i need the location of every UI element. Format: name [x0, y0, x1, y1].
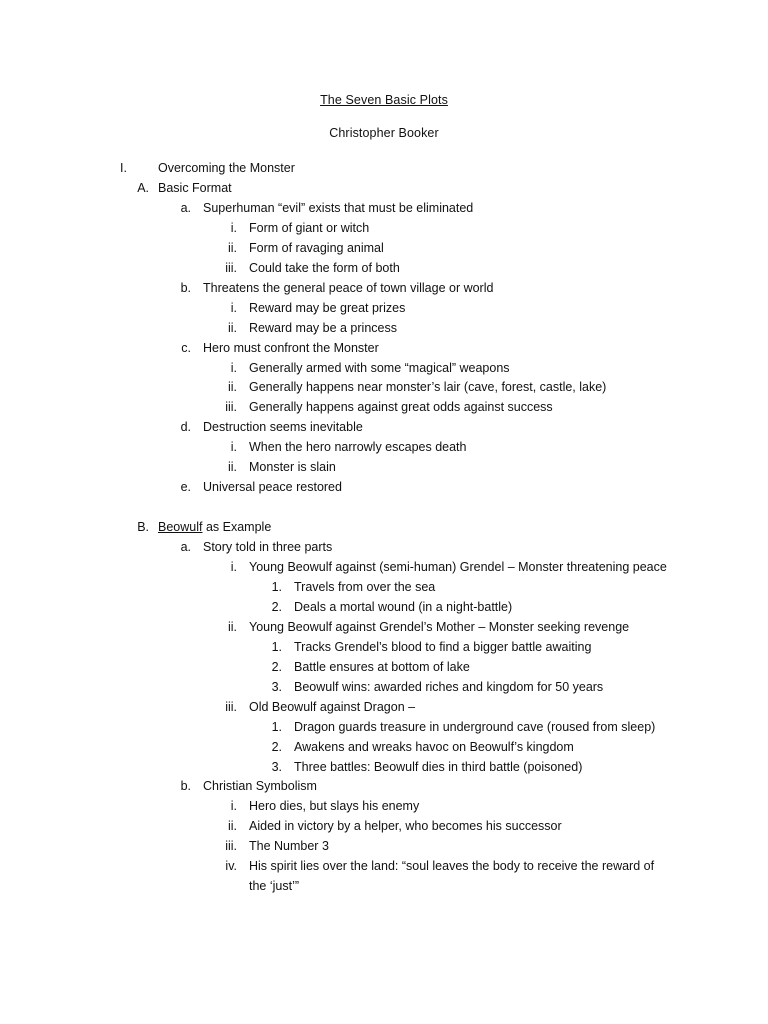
outline-item — [0, 836, 768, 856]
outline-item — [0, 697, 768, 717]
outline-text: Young Beowulf against (semi-human) Grendel – Monster threatening peace — [249, 560, 667, 574]
outline-text: Travels from over the sea — [294, 579, 436, 594]
outline-text: Story told in three parts — [203, 540, 333, 555]
document-author: Christopher Booker — [329, 126, 439, 140]
outline-marker: b. — [180, 280, 191, 295]
outline-marker: 1. — [271, 719, 282, 734]
outline-text: Destruction seems inevitable — [203, 420, 363, 435]
outline-marker: i. — [230, 440, 237, 455]
outline-item — [0, 238, 768, 258]
outline-text: Form of giant or witch — [249, 220, 370, 235]
outline-marker: 1. — [271, 639, 282, 654]
outline-item — [0, 298, 768, 318]
outline-text: Awakens and wreaks havoc on Beowulf’s kingdom — [294, 739, 574, 754]
outline-item — [0, 856, 768, 876]
outline-item — [0, 637, 768, 657]
outline-marker: 2. — [271, 659, 282, 674]
outline-text: Hero dies, but slays his enemy — [249, 799, 420, 814]
outline-item — [0, 218, 768, 238]
outline-marker: d. — [180, 420, 191, 435]
outline-marker: 2. — [271, 599, 282, 614]
outline-item — [0, 557, 768, 577]
outline-text: Young Beowulf against Grendel’s Mother – Monster seeking revenge — [249, 619, 630, 634]
outline-text: Old Beowulf against Dragon – — [249, 699, 416, 714]
outline-item — [0, 377, 768, 397]
outline-item — [0, 338, 768, 358]
outline-marker: 3. — [271, 679, 282, 694]
outline-text: Generally armed with some “magical” weapons — [249, 360, 510, 375]
outline-item — [0, 876, 768, 896]
outline-marker: i. — [230, 799, 237, 814]
outline-item — [0, 677, 768, 697]
outline-text: Deals a mortal wound (in a night-battle) — [294, 599, 513, 614]
outline-text — [158, 517, 271, 537]
outline-marker: ii. — [227, 460, 237, 475]
outline-item — [0, 457, 768, 477]
outline-item — [0, 358, 768, 378]
outline-item — [0, 717, 768, 737]
outline-text: Aided in victory by a helper, who becomes his successor — [249, 819, 562, 834]
outline-text: Superhuman “evil” exists that must be eliminated — [203, 200, 474, 215]
outline-marker: i. — [230, 300, 237, 315]
outline-text: Tracks Grendel’s blood to find a bigger battle awaiting — [294, 639, 592, 654]
outline-marker: i. — [230, 360, 237, 375]
outline-marker: ii. — [227, 380, 237, 395]
outline-marker: I. — [120, 161, 127, 175]
document-title: The Seven Basic Plots — [320, 93, 448, 107]
outline-item — [0, 178, 768, 198]
outline-item — [0, 517, 768, 537]
outline-text-rest: as Example — [202, 520, 272, 535]
outline-marker: ii. — [227, 819, 237, 834]
outline-marker: i. — [230, 220, 237, 235]
outline-marker: ii. — [227, 619, 237, 634]
outline-text: Threatens the general peace of town village or world — [203, 280, 494, 295]
outline-text: Three battles: Beowulf dies in third battle (poisoned) — [294, 759, 583, 774]
outline-item — [0, 776, 768, 796]
outline-text: When the hero narrowly escapes death — [249, 440, 467, 455]
outline-marker: c. — [181, 340, 191, 355]
outline-text: Could take the form of both — [249, 260, 400, 275]
outline-item — [0, 258, 768, 278]
outline-text: Monster is slain — [249, 460, 336, 475]
outline-marker: a. — [180, 540, 191, 555]
outline-text: His spirit lies over the land: “soul leaves the body to receive the reward of — [249, 859, 655, 874]
outline-text: Basic Format — [158, 180, 232, 195]
outline-item — [0, 737, 768, 757]
outline-text: the ‘just’” — [249, 879, 300, 894]
outline-text: Christian Symbolism — [203, 779, 317, 794]
outline-text: Hero must confront the Monster — [203, 340, 379, 355]
outline-text: Battle ensures at bottom of lake — [294, 659, 470, 674]
outline-item — [0, 597, 768, 617]
outline-text: Reward may be great prizes — [249, 300, 406, 315]
outline-item — [0, 577, 768, 597]
outline-text: Universal peace restored — [203, 480, 342, 495]
outline-marker: B. — [137, 520, 149, 535]
outline-item — [0, 537, 768, 557]
outline-item — [0, 497, 768, 517]
outline-marker: iii. — [225, 400, 237, 415]
outline-marker: iii. — [225, 699, 237, 714]
outline-marker: iii. — [225, 839, 237, 854]
outline-item — [0, 158, 768, 178]
outline-marker: e. — [180, 480, 191, 495]
outline-marker: iv. — [225, 859, 237, 874]
outline-text: Generally happens near monster’s lair (cave, forest, castle, lake) — [249, 380, 607, 395]
outline-text-underlined: Beowulf — [158, 520, 203, 535]
outline-marker: b. — [180, 779, 191, 794]
outline-item — [0, 437, 768, 457]
outline-marker: ii. — [227, 320, 237, 335]
outline-item — [0, 278, 768, 298]
outline-marker: 1. — [271, 579, 282, 594]
outline-marker: iii. — [225, 260, 237, 275]
outline-item — [0, 397, 768, 417]
outline-marker: i. — [230, 560, 237, 574]
outline-marker: 2. — [271, 739, 282, 754]
outline-item — [0, 318, 768, 338]
outline-item — [0, 417, 768, 437]
outline-marker: 3. — [271, 759, 282, 774]
outline-text: Overcoming the Monster — [158, 161, 295, 175]
outline-text: Generally happens against great odds against success — [249, 400, 553, 415]
outline-marker: A. — [137, 180, 149, 195]
outline-marker: ii. — [227, 240, 237, 255]
outline-text: Form of ravaging animal — [249, 240, 384, 255]
outline-item — [0, 796, 768, 816]
outline-text: Beowulf wins: awarded riches and kingdom for 50 years — [294, 679, 604, 694]
outline-text: Reward may be a princess — [249, 320, 397, 335]
outline-item — [0, 816, 768, 836]
outline-text: Dragon guards treasure in underground cave (roused from sleep) — [294, 719, 656, 734]
outline-item — [0, 477, 768, 497]
outline-marker: a. — [180, 200, 191, 215]
outline-item — [0, 198, 768, 218]
outline-item — [0, 757, 768, 777]
outline-text: The Number 3 — [249, 839, 329, 854]
outline-item — [0, 617, 768, 637]
outline-item — [0, 657, 768, 677]
